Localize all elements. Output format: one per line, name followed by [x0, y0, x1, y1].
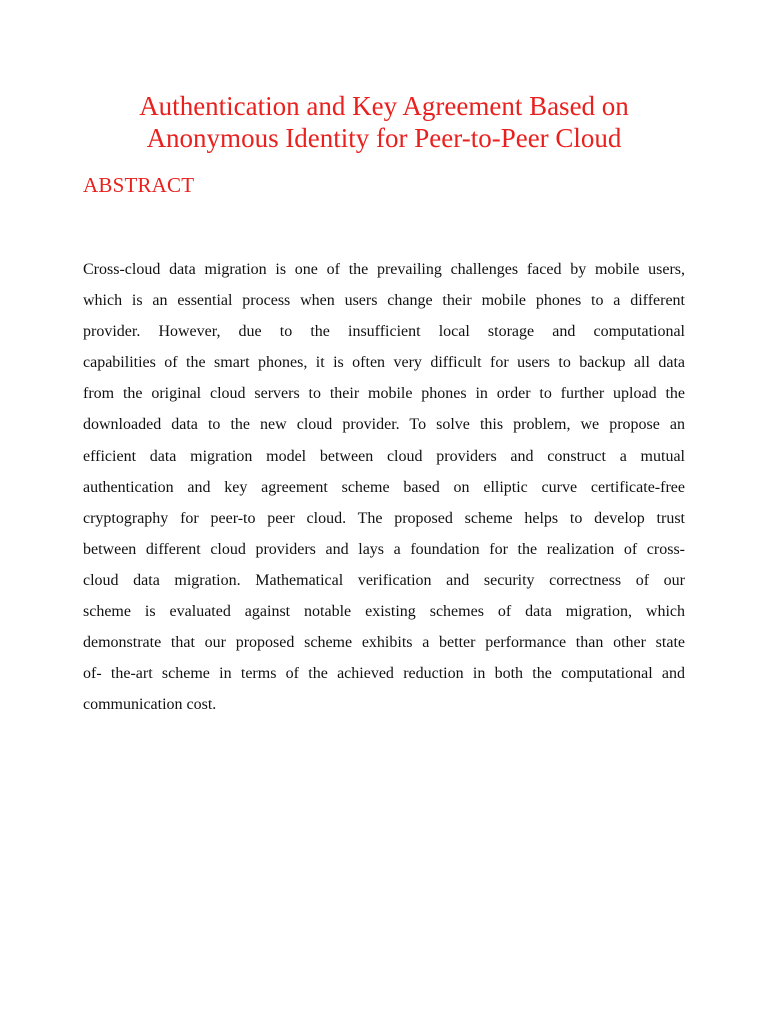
abstract-line: cryptography for peer-to peer cloud. The proposed scheme helps to develop trust — [83, 509, 685, 527]
abstract-line: efficient data migration model between cloud providers and construct a mutual — [83, 447, 685, 465]
title-line-2: Anonymous Identity for Peer-to-Peer Cloud — [146, 123, 622, 153]
abstract-line: from the original cloud servers to their mobile phones in order to further upload the — [83, 385, 685, 403]
abstract-line: of- the-art scheme in terms of the achieved reduction in both the computational and — [83, 665, 685, 683]
abstract-line: between different cloud providers and lays a foundation for the realization of cross- — [83, 540, 685, 558]
abstract-line: scheme is evaluated against notable existing schemes of data migration, which — [83, 603, 685, 621]
abstract-line: Cross-cloud data migration is one of the prevailing challenges faced by mobile users, — [83, 261, 685, 278]
abstract-body — [83, 254, 685, 720]
title-line-1: Authentication and Key Agreement Based on — [139, 91, 629, 121]
abstract-line: demonstrate that our proposed scheme exhibits a better performance than other state — [83, 634, 685, 652]
abstract-line: cloud data migration. Mathematical verification and security correctness of our — [83, 571, 685, 589]
abstract-line: capabilities of the smart phones, it is often very difficult for users to backup all data — [83, 354, 685, 372]
abstract-heading: ABSTRACT — [83, 173, 195, 197]
abstract-line: which is an essential process when users change their mobile phones to a different — [83, 292, 685, 310]
abstract-line: authentication and key agreement scheme based on elliptic curve certificate-free — [83, 478, 685, 496]
abstract-line: communication cost. — [83, 696, 217, 714]
document-title — [60, 90, 708, 154]
abstract-line: provider. However, due to the insufficient local storage and computational — [83, 323, 685, 341]
abstract-line: downloaded data to the new cloud provider. To solve this problem, we propose an — [83, 416, 685, 434]
